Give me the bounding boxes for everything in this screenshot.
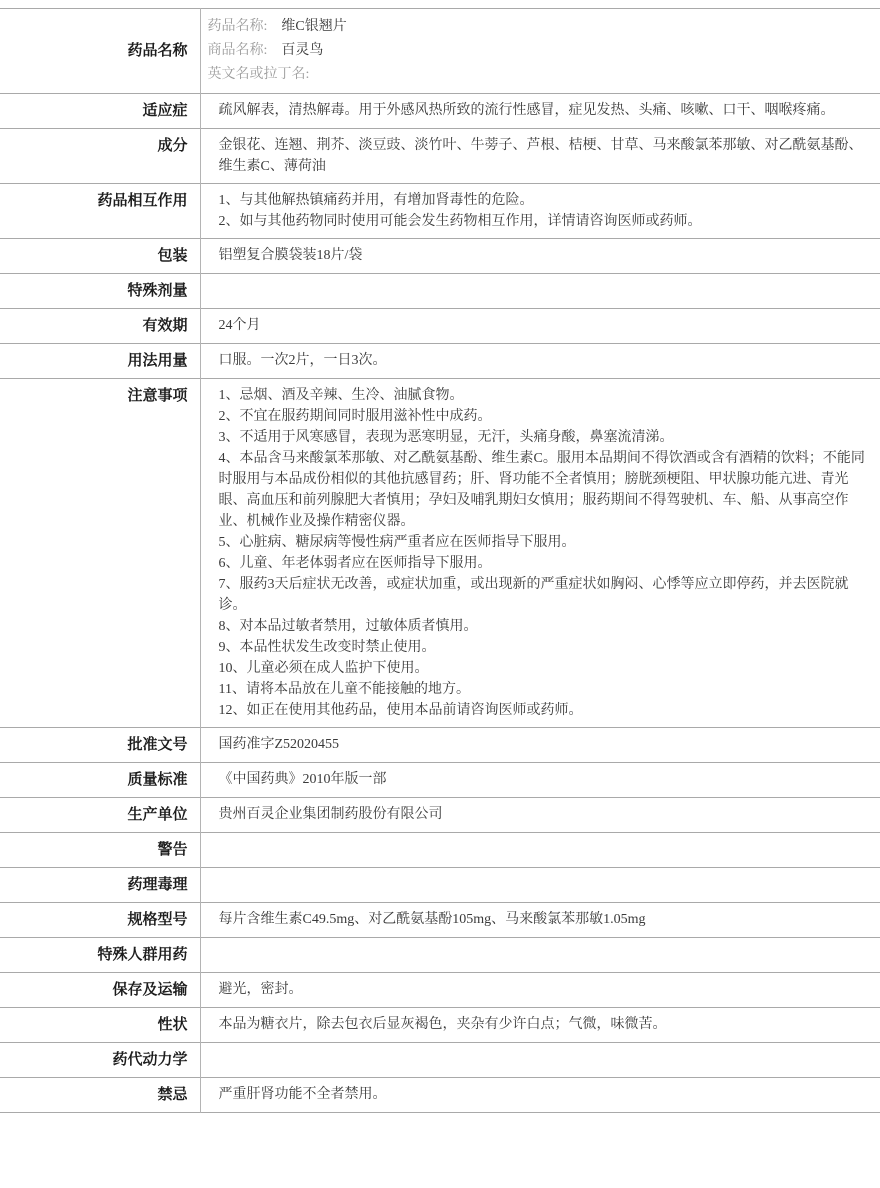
content-line: 贵州百灵企业集团制药股份有限公司 (218, 807, 443, 822)
content-line: 国药准字Z52020455 (218, 737, 340, 752)
content-line: 7、服药3天后症状无改善，或症状加重，或出现新的严重症状如胸闷、心悸等应立即停药，并去医院就诊。 (218, 577, 849, 613)
table-row-quality-standard (0, 763, 880, 798)
content-line: 疏风解表，清热解毒。用于外感风热所致的流行性感冒，症见发热、头痛、咳嗽、口干、咽喉疼痛。 (218, 103, 835, 118)
table-row-warning (0, 833, 880, 868)
name-field-label: 药品名称: (207, 19, 268, 34)
row-content-pharmacokinetics (200, 1043, 880, 1078)
content-line: 避光，密封。 (218, 982, 303, 997)
row-content-shelf-life (200, 309, 880, 344)
name-field (208, 39, 867, 63)
row-content-manufacturer (200, 798, 880, 833)
row-content-quality-standard (200, 763, 880, 798)
table-row-shelf-life (0, 309, 880, 344)
row-content-storage-transport (200, 973, 880, 1008)
table-row-indications (0, 94, 880, 129)
table-row-ingredients (0, 129, 880, 184)
content-line: 口服。一次2片，一日3次。 (218, 353, 387, 368)
row-label-drug-name: 药品名称 (0, 9, 200, 94)
row-content-dosage-usage (200, 344, 880, 379)
drug-info-table-body (0, 9, 880, 1113)
row-content-packaging (200, 239, 880, 274)
row-label-ingredients: 成分 (0, 129, 200, 184)
content-line: 10、儿童必须在成人监护下使用。 (218, 661, 429, 676)
name-field-value: 百灵鸟 (281, 43, 324, 58)
row-content-pharmacology-toxicology (200, 868, 880, 903)
content-line: 3、不适用于风寒感冒，表现为恶寒明显，无汗，头痛身酸，鼻塞流清涕。 (218, 430, 674, 445)
content-line: 铝塑复合膜袋装18片/袋 (218, 248, 363, 263)
row-content-precautions (200, 379, 880, 728)
row-content-indications (200, 94, 880, 129)
row-content-description (200, 1008, 880, 1043)
row-content-specification (200, 903, 880, 938)
row-content-ingredients (200, 129, 880, 184)
content-line: 《中国药典》2010年版一部 (218, 772, 387, 787)
row-label-warning: 警告 (0, 833, 200, 868)
content-line: 6、儿童、年老体弱者应在医师指导下服用。 (218, 556, 492, 571)
row-label-shelf-life: 有效期 (0, 309, 200, 344)
table-row-specification (0, 903, 880, 938)
drug-info-table (0, 8, 880, 1113)
table-row-special-populations (0, 938, 880, 973)
row-content-drug-interactions (200, 184, 880, 239)
content-line: 9、本品性状发生改变时禁止使用。 (218, 640, 436, 655)
row-label-special-populations: 特殊人群用药 (0, 938, 200, 973)
row-label-special-dosage: 特殊剂量 (0, 274, 200, 309)
row-label-approval-number: 批准文号 (0, 728, 200, 763)
row-content-warning (200, 833, 880, 868)
row-label-dosage-usage: 用法用量 (0, 344, 200, 379)
table-row-approval-number (0, 728, 880, 763)
table-row-storage-transport (0, 973, 880, 1008)
content-line: 1、忌烟、酒及辛辣、生冷、油腻食物。 (218, 388, 464, 403)
row-label-pharmacokinetics: 药代动力学 (0, 1043, 200, 1078)
table-row-description (0, 1008, 880, 1043)
table-row-dosage-usage (0, 344, 880, 379)
row-label-drug-interactions: 药品相互作用 (0, 184, 200, 239)
content-line: 本品为糖衣片，除去包衣后显灰褐色，夹杂有少许白点；气微，味微苦。 (218, 1017, 667, 1032)
table-row-contraindications (0, 1078, 880, 1113)
row-content-special-populations (200, 938, 880, 973)
row-label-specification: 规格型号 (0, 903, 200, 938)
content-line: 11、请将本品放在儿童不能接触的地方。 (218, 682, 470, 697)
content-line: 12、如正在使用其他药品，使用本品前请咨询医师或药师。 (218, 703, 583, 718)
row-label-description: 性状 (0, 1008, 200, 1043)
table-row-drug-name (0, 9, 880, 94)
name-field (208, 15, 867, 39)
row-label-pharmacology-toxicology: 药理毒理 (0, 868, 200, 903)
row-content-drug-name (200, 9, 880, 94)
table-row-manufacturer (0, 798, 880, 833)
table-row-pharmacokinetics (0, 1043, 880, 1078)
content-line: 2、不宜在服药期间同时服用滋补性中成药。 (218, 409, 492, 424)
content-line: 1、与其他解热镇痛药并用，有增加肾毒性的危险。 (218, 193, 534, 208)
name-field (208, 63, 867, 87)
row-content-contraindications (200, 1078, 880, 1113)
table-row-pharmacology-toxicology (0, 868, 880, 903)
table-row-drug-interactions (0, 184, 880, 239)
row-label-precautions: 注意事项 (0, 379, 200, 728)
row-label-contraindications: 禁忌 (0, 1078, 200, 1113)
content-line: 5、心脏病、糖尿病等慢性病严重者应在医师指导下服用。 (218, 535, 576, 550)
name-field-label: 英文名或拉丁名: (207, 67, 310, 82)
table-row-packaging (0, 239, 880, 274)
content-line: 2、如与其他药物同时使用可能会发生药物相互作用，详情请咨询医师或药师。 (218, 214, 702, 229)
table-row-special-dosage (0, 274, 880, 309)
row-content-special-dosage (200, 274, 880, 309)
content-line: 4、本品含马来酸氯苯那敏、对乙酰氨基酚、维生素C。服用本品期间不得饮酒或含有酒精的饮料；不能同时服用与本品成份相似的其他抗感冒药；肝、肾功能不全者慎用；膀胱颈梗阻、甲状腺功能亢进、青光眼、高血压和前列腺肥大者慎用；孕妇及哺乳期妇女慎用；服药期间不得驾驶机、车、船、从事高空作业、机械作业及操作精密仪器。 (218, 451, 865, 529)
content-line: 严重肝肾功能不全者禁用。 (218, 1087, 387, 1102)
row-content-approval-number (200, 728, 880, 763)
row-label-packaging: 包装 (0, 239, 200, 274)
table-row-precautions (0, 379, 880, 728)
name-field-label: 商品名称: (207, 43, 268, 58)
row-label-quality-standard: 质量标准 (0, 763, 200, 798)
content-line: 8、对本品过敏者禁用，过敏体质者慎用。 (218, 619, 478, 634)
name-field-value: 维C银翘片 (281, 19, 347, 34)
content-line: 金银花、连翘、荆芥、淡豆豉、淡竹叶、牛蒡子、芦根、桔梗、甘草、马来酸氯苯那敏、对乙酰氨基酚、维生素C、薄荷油 (218, 138, 863, 174)
row-label-indications: 适应症 (0, 94, 200, 129)
content-line: 24个月 (218, 318, 261, 333)
content-line: 每片含维生素C49.5mg、对乙酰氨基酚105mg、马来酸氯苯那敏1.05mg (218, 912, 646, 927)
row-label-storage-transport: 保存及运输 (0, 973, 200, 1008)
row-label-manufacturer: 生产单位 (0, 798, 200, 833)
